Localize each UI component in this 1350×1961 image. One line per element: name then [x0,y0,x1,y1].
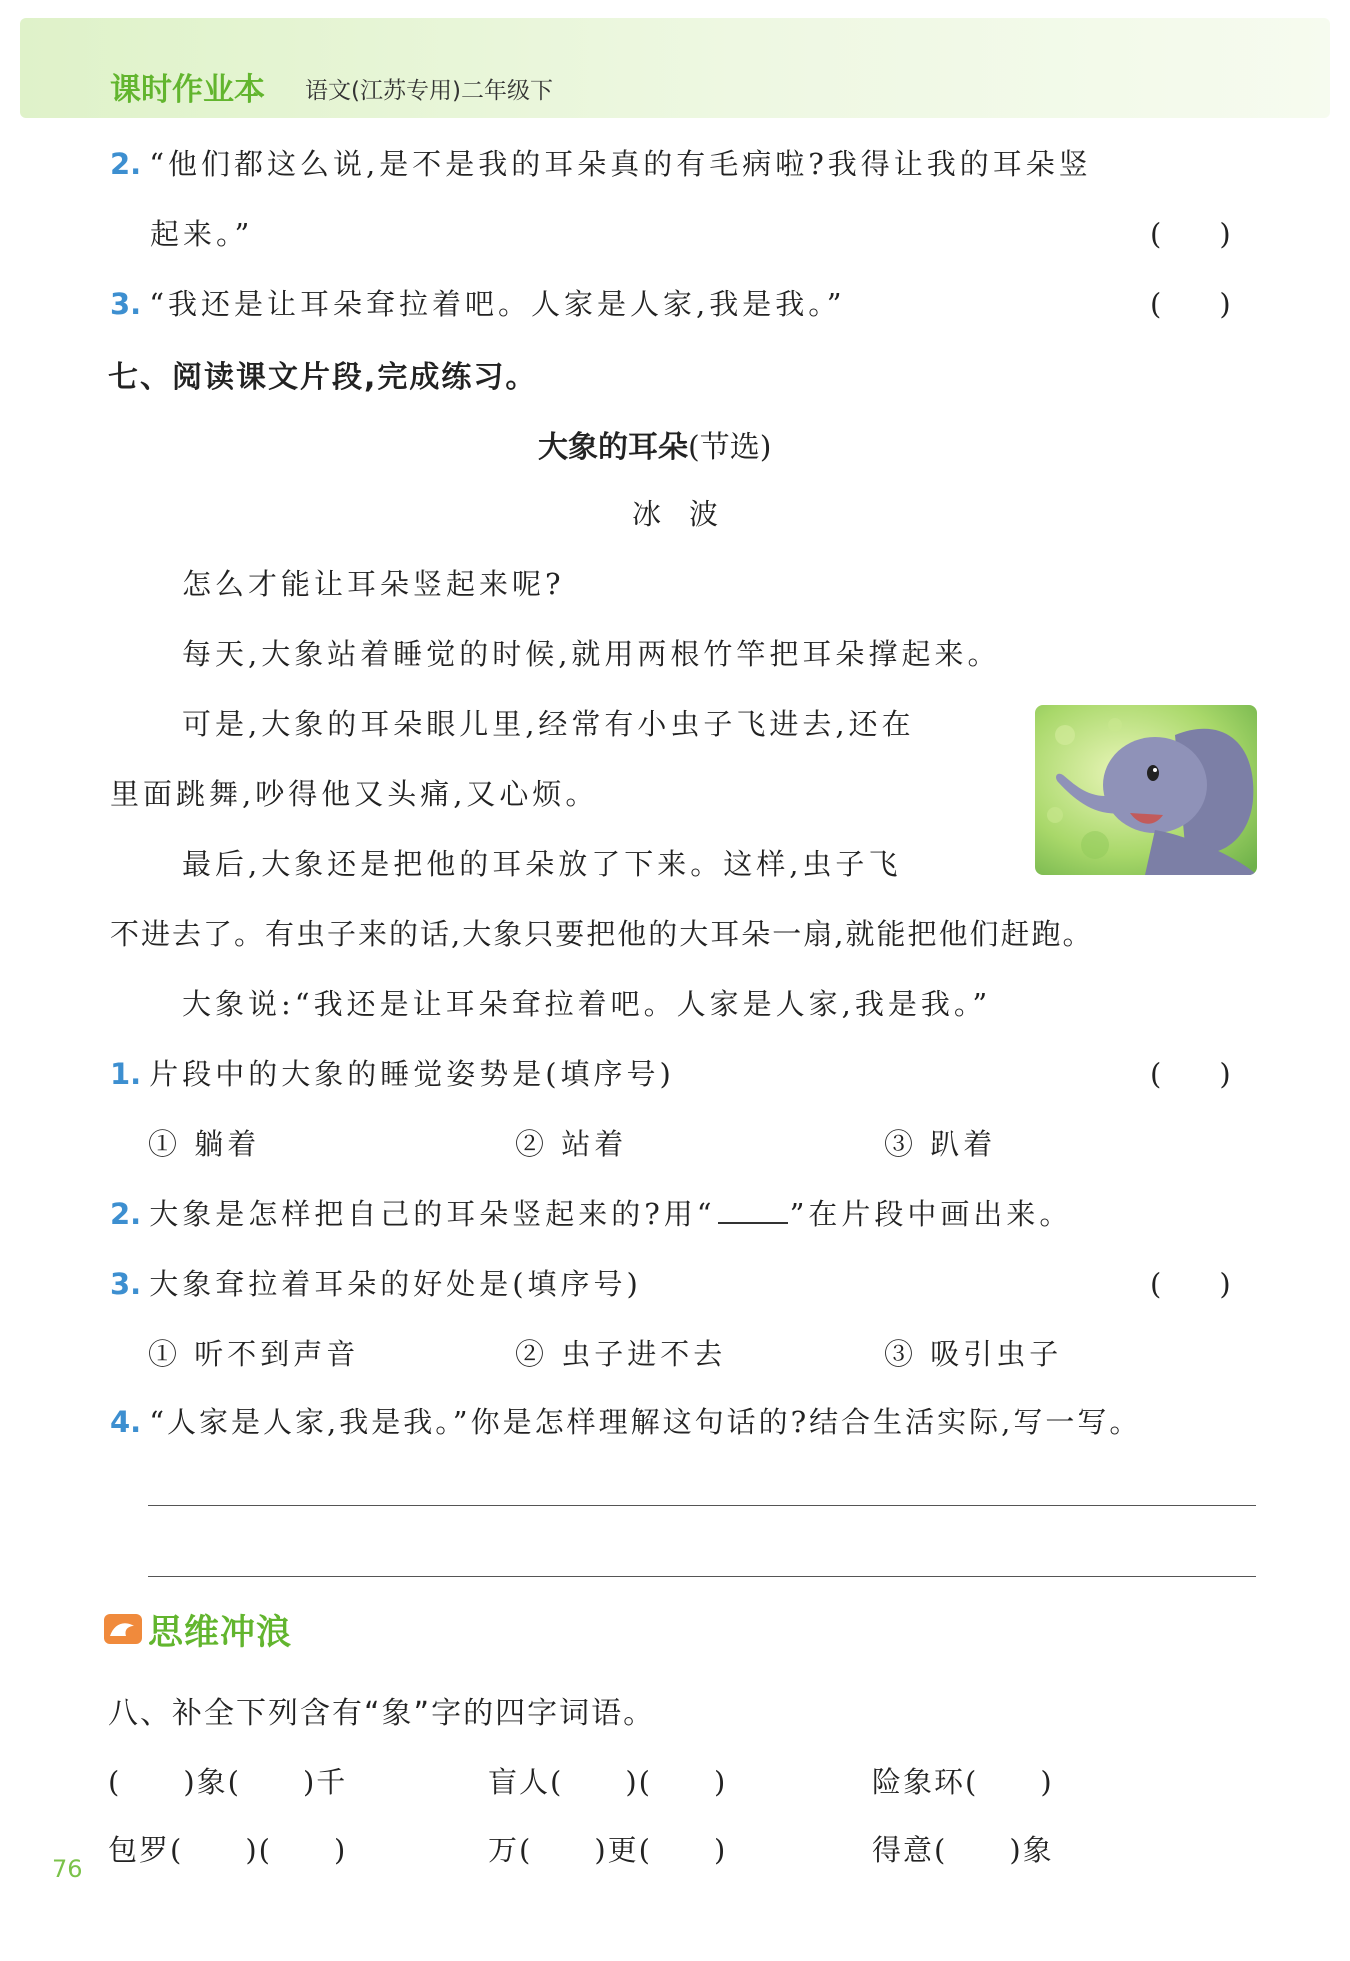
s7-q3-option-3: ③ 吸引虫子 [884,1337,1063,1371]
s7-q1-option-2: ② 站着 [515,1127,628,1161]
passage-p3-line1: 可是,大象的耳朵眼儿里,经常有小虫子飞进去,还在 [182,707,915,741]
idiom-4[interactable]: 包罗( )( ) [108,1833,348,1867]
s7-q1-option-3: ③ 趴着 [884,1127,997,1161]
passage-title-note: (节选) [688,430,772,465]
section8-heading: 八、补全下列含有“象”字的四字词语。 [108,1696,656,1731]
s7-q4-line [110,1400,1141,1441]
s7-q3-answer-paren[interactable]: ( ) [1150,1267,1231,1301]
s6-q3-text: “我还是让耳朵耷拉着吧。人家是人家,我是我。” [149,287,846,321]
passage-p3-line2: 里面跳舞,吵得他又头痛,又心烦。 [110,777,599,811]
s7-q2-number: 2. [110,1197,142,1231]
s6-q3-number: 3. [110,287,142,321]
idiom-5[interactable]: 万( )更( ) [488,1833,728,1867]
s7-q3-option-2: ② 虫子进不去 [515,1337,727,1371]
s7-q2-line [110,1192,1072,1233]
idiom-6[interactable]: 得意( )象 [872,1833,1054,1867]
thinking-section-title: 思维冲浪 [148,1613,293,1653]
passage-p2: 每天,大象站着睡觉的时候,就用两根竹竿把耳朵撑起来。 [182,637,1001,671]
s7-q1-answer-paren[interactable]: ( ) [1150,1057,1231,1091]
section7-heading: 七、阅读课文片段,完成练习。 [108,360,538,395]
s7-q3-option-1: ① 听不到声音 [148,1337,360,1371]
s6-q2-number: 2. [110,147,142,181]
answer-line-1[interactable] [148,1505,1256,1506]
underline-sample [718,1196,788,1224]
s7-q2-text-after: ”在片段中画出来。 [789,1197,1073,1231]
s7-q3-line [110,1262,642,1303]
idiom-1[interactable]: ( )象( )千 [108,1765,348,1799]
s7-q2-text-before: 大象是怎样把自己的耳朵竖起来的?用“ [149,1197,716,1231]
s7-q1-number: 1. [110,1057,142,1091]
s6-q3-answer-paren[interactable]: ( ) [1150,287,1231,321]
s7-q3-text: 大象耷拉着耳朵的好处是(填序号) [149,1267,642,1301]
s7-q4-text: “人家是人家,我是我。”你是怎样理解这句话的?结合生活实际,写一写。 [149,1405,1142,1439]
passage-p1: 怎么才能让耳朵竖起来呢? [182,567,565,601]
answer-line-2[interactable] [148,1576,1256,1577]
passage-author: 冰波 [632,497,747,531]
book-subject: 语文(江苏专用)二年级下 [305,78,553,104]
passage-p5: 大象说:“我还是让耳朵耷拉着吧。人家是人家,我是我。” [182,987,992,1021]
idiom-2[interactable]: 盲人( )( ) [488,1765,728,1799]
s6-q2-text1: “他们都这么说,是不是我的耳朵真的有毛病啦?我得让我的耳朵竖 [149,147,1092,181]
passage-title [538,422,771,466]
idiom-3[interactable]: 险象环( ) [872,1765,1054,1799]
s7-q4-number: 4. [110,1405,142,1439]
s7-q1-text: 片段中的大象的睡觉姿势是(填序号) [149,1057,675,1091]
passage-p4-line1: 最后,大象还是把他的耳朵放了下来。这样,虫子飞 [182,847,902,881]
s6-q3-line [110,282,846,323]
passage-p4-line2: 不进去了。有虫子来的话,大象只要把他的大耳朵一扇,就能把他们赶跑。 [110,917,1094,951]
s7-q1-line [110,1052,675,1093]
passage-title-main: 大象的耳朵 [538,430,688,465]
wave-icon [104,1614,142,1644]
page-number: 76 [52,1855,83,1883]
s7-q1-option-1: ① 躺着 [148,1127,261,1161]
s6-q2-line1 [110,142,1092,183]
book-brand: 课时作业本 [110,72,265,108]
elephant-illustration [1035,705,1257,875]
s6-q2-answer-paren[interactable]: ( ) [1150,217,1231,251]
s7-q3-number: 3. [110,1267,142,1301]
s6-q2-text2: 起来。” [150,217,254,251]
